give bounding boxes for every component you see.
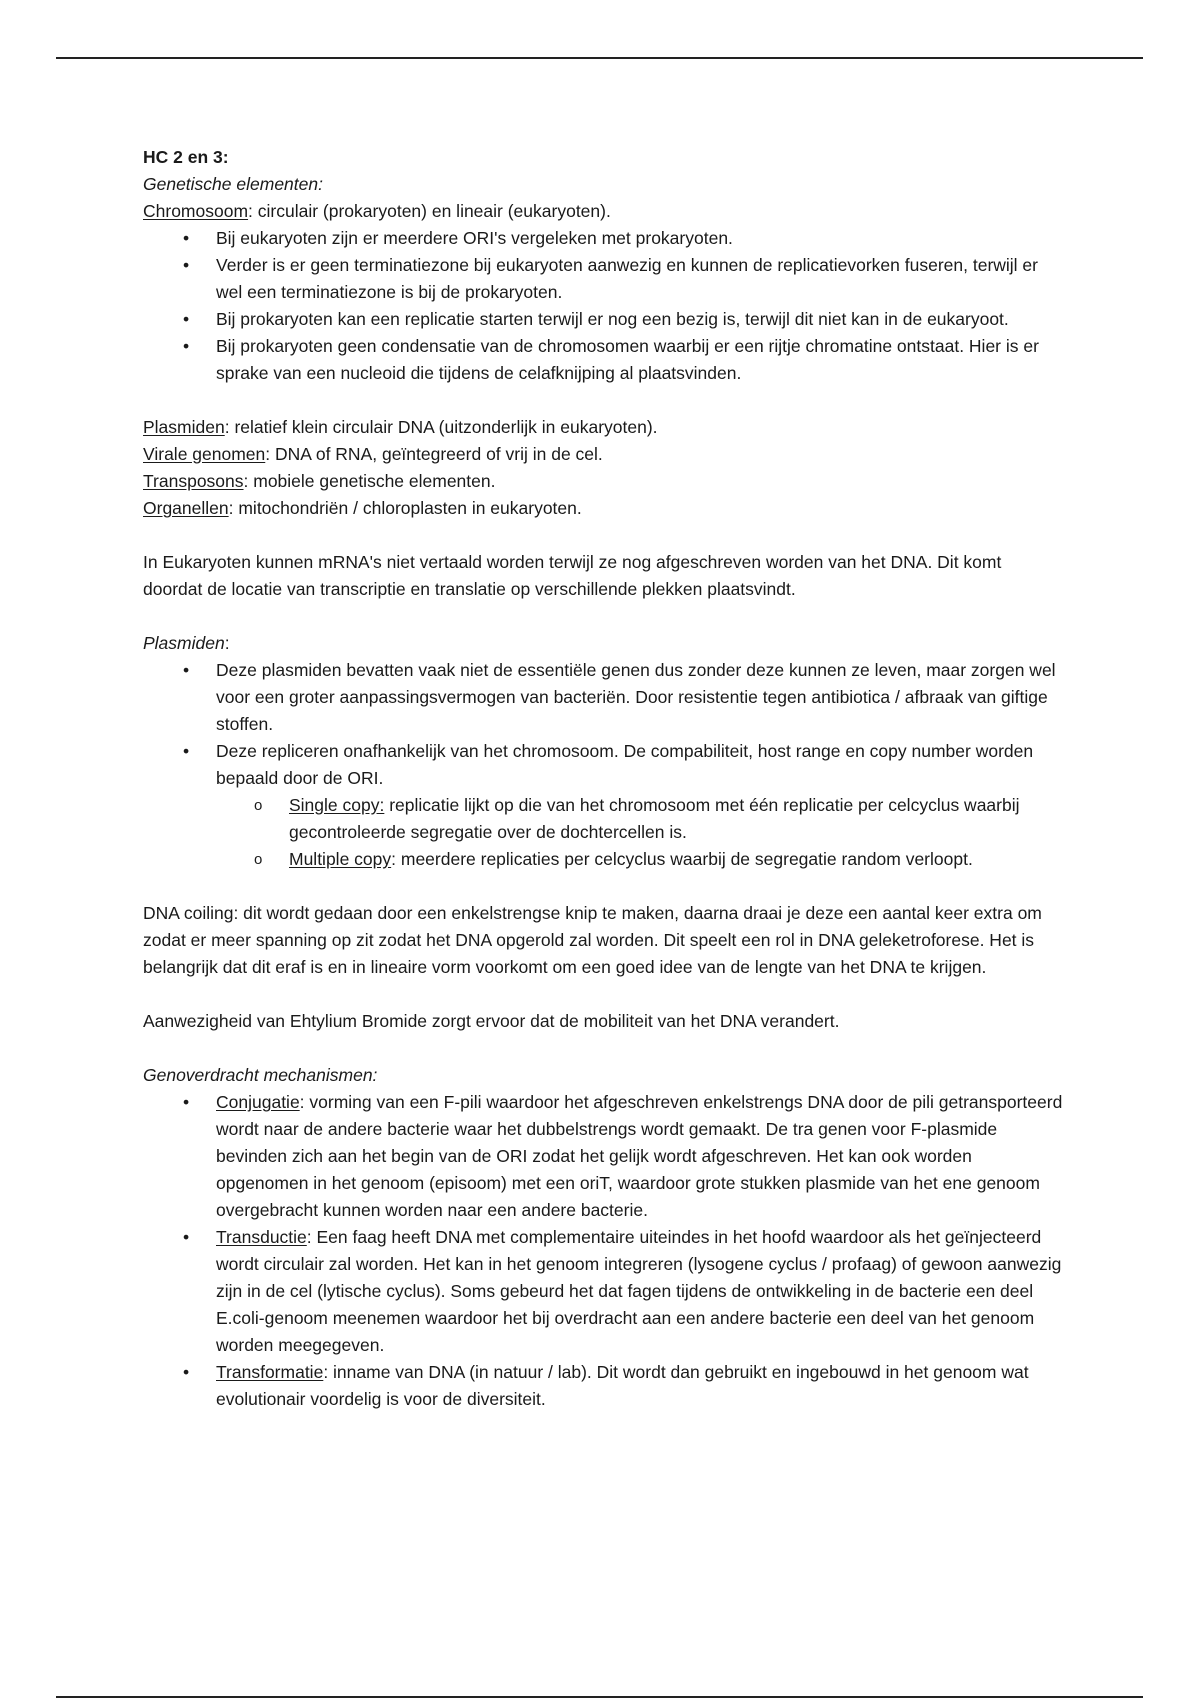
document-body <box>143 144 1063 1413</box>
definition-text: : DNA of RNA, geïntegreerd of vrij in de cel. <box>265 444 603 464</box>
sublist-term: Single copy: <box>289 795 385 815</box>
chromosoom-text: : circulair (prokaryoten) en lineair (eukaryoten). <box>248 201 611 221</box>
list-item: • Bij eukaryoten zijn er meerdere ORI's vergeleken met prokaryoten. <box>143 225 1063 252</box>
list-item: • Verder is er geen terminatiezone bij eukaryoten aanwezig en kunnen de replicatievorken fuseren, terwijl er wel een terminatiezone is bij de prokaryoten. <box>143 252 1063 306</box>
list-text: : vorming van een F-pili waardoor het afgeschreven enkelstrengs DNA door de pili getransporteerd wordt naar de andere bacterie waar het dubbelstrengs wordt gemaakt. De tra genen voor F-plasmide bevinden zich aan het begin van de ORI zodat het gelijk wordt afgeschreven. Het kan ook worden opgenomen in het genoom (episoom) met een oriT, waardoor grote stukken plasmide van het ene genoom overgebracht kunnen worden naar een andere bacterie. <box>216 1092 1063 1220</box>
sublist-term: Multiple copy <box>289 849 392 869</box>
list-term: Conjugatie <box>216 1092 300 1112</box>
spacer <box>143 387 1063 414</box>
list-item-conjugatie <box>143 1089 1063 1224</box>
spacer <box>143 981 1063 1008</box>
list-item-transductie <box>143 1224 1063 1359</box>
spacer <box>143 1035 1063 1062</box>
definition-term: Plasmiden <box>143 417 225 437</box>
footer-rule <box>56 1696 1143 1698</box>
list-item: • Deze plasmiden bevatten vaak niet de essentiële genen dus zonder deze kunnen ze leven, maar zorgen wel voor een groter aanpassingsvermogen van bacteriën. Door resistentie tegen antibiotica / afbraak van giftige stoffen. <box>143 657 1063 738</box>
section-title-plasmiden <box>143 630 1063 657</box>
genoverdracht-bullet-list <box>143 1089 1063 1413</box>
sublist-text: replicatie lijkt op die van het chromosoom met één replicatie per celcyclus waarbij gecontroleerde segregatie over de dochtercellen is. <box>289 795 1020 842</box>
definition-plasmiden <box>143 414 1063 441</box>
list-text: : Een faag heeft DNA met complementaire uiteindes in het hoofd waardoor als het geïnjecteerd wordt circulair zal worden. Het kan in het genoom integreren (lysogene cyclus / profaag) of gewoon aanwezig zijn in de cel (lytische cyclus). Soms gebeurd het dat fagen tijdens de ontwikkeling in de bacterie een deel E.coli-genoom meenemen waardoor het bij overdracht aan een andere bacterie een deel van het genoom worden meegegeven. <box>216 1227 1062 1355</box>
spacer <box>143 873 1063 900</box>
definition-text: : mobiele genetische elementen. <box>243 471 496 491</box>
list-text: : inname van DNA (in natuur / lab). Dit wordt dan gebruikt en ingebouwd in het genoom wat evolutionair voordelig is voor de diversiteit. <box>216 1362 1029 1409</box>
spacer <box>143 603 1063 630</box>
chromosoom-definition <box>143 198 1063 225</box>
list-item-text: Deze repliceren onafhankelijk van het chromosoom. De compabiliteit, host range en copy number worden bepaald door de ORI. <box>216 741 1034 788</box>
spacer <box>143 522 1063 549</box>
definition-term: Organellen <box>143 498 229 518</box>
definition-term: Virale genomen <box>143 444 266 464</box>
list-term: Transformatie <box>216 1362 324 1382</box>
section-title-genoverdracht: Genoverdracht mechanismen: <box>143 1065 378 1085</box>
sublist-item-single-copy <box>216 792 1063 846</box>
chromosoom-term: Chromosoom <box>143 201 249 221</box>
definition-organellen <box>143 495 1063 522</box>
definition-text: : relatief klein circulair DNA (uitzonderlijk in eukaryoten). <box>224 417 658 437</box>
list-item: • Bij prokaryoten geen condensatie van de chromosomen waarbij er een rijtje chromatine ontstaat. Hier is er sprake van een nucleoid die tijdens de celafknijping al plaatsvinden. <box>143 333 1063 387</box>
dna-coiling-paragraph: DNA coiling: dit wordt gedaan door een enkelstrengse knip te maken, daarna draai je deze een aantal keer extra om zodat er meer spanning op zit zodat het DNA opgerold zal worden. Dit speelt een rol in DNA geleketroforese. Het is belangrijk dat dit eraf is en in lineaire vorm voorkomt om een goed idee van de lengte van het DNA te krijgen. <box>143 903 1042 977</box>
page-heading: HC 2 en 3: <box>143 147 229 167</box>
sublist-item-multiple-copy <box>216 846 1063 873</box>
mrna-paragraph: In Eukaryoten kunnen mRNA's niet vertaald worden terwijl ze nog afgeschreven worden van het DNA. Dit komt doordat de locatie van transcriptie en translatie op verschillende plekken plaatsvindt. <box>143 552 1002 599</box>
plasmiden-bullet-list <box>143 657 1063 873</box>
ethidium-paragraph: Aanwezigheid van Ehtylium Bromide zorgt ervoor dat de mobiliteit van het DNA verandert. <box>143 1011 840 1031</box>
plasmiden-colon: : <box>224 633 230 653</box>
section-title-genetische-elementen: Genetische elementen: <box>143 174 323 194</box>
list-item <box>143 738 1063 873</box>
definition-text: : mitochondriën / chloroplasten in eukaryoten. <box>228 498 582 518</box>
sublist-text: : meerdere replicaties per celcyclus waarbij de segregatie random verloopt. <box>391 849 973 869</box>
definition-transposons <box>143 468 1063 495</box>
list-item-transformatie <box>143 1359 1063 1413</box>
definition-virale-genomen <box>143 441 1063 468</box>
plasmiden-title: Plasmiden <box>143 633 225 653</box>
chromosoom-bullet-list <box>143 225 1063 387</box>
header-rule <box>56 57 1143 59</box>
list-term: Transductie <box>216 1227 307 1247</box>
list-item: • Bij prokaryoten kan een replicatie starten terwijl er nog een bezig is, terwijl dit niet kan in de eukaryoot. <box>143 306 1063 333</box>
copy-sublist <box>216 792 1063 873</box>
definition-term: Transposons <box>143 471 244 491</box>
